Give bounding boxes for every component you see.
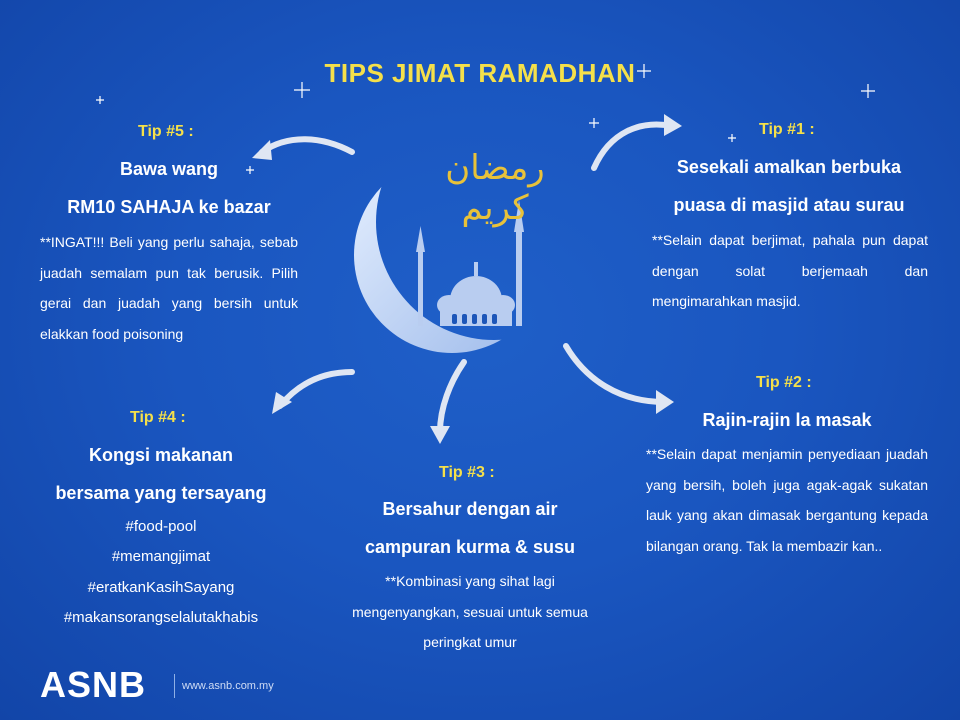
tip1-heading-line2: puasa di masjid atau surau: [673, 195, 905, 215]
tip5-label: Tip #5 :: [138, 123, 194, 140]
tip2-body: **Selain dapat menjamin penyediaan juadah yang bersih, boleh juga agak-agak sukatan lauk yang akan dimasak bergantung kepada bilangan orang. Tak la membazir kan..: [646, 446, 928, 554]
tip3-label: Tip #3 :: [439, 464, 495, 481]
tip3-heading-line1: Bersahur dengan air: [382, 499, 558, 519]
tip1-heading-line1: Sesekali amalkan berbuka: [676, 157, 902, 177]
tip5-heading-line1: Bawa wang: [119, 159, 219, 179]
asnb-logo: ASNB: [40, 664, 147, 705]
tip4-hashtag: #memangjimat: [111, 548, 211, 565]
footer-divider: [174, 674, 175, 698]
tip2-heading-line1: Rajin-rajin la masak: [702, 410, 872, 430]
tip4-heading-line2: bersama yang tersayang: [55, 483, 267, 503]
tip4-hashtag: #food-pool: [125, 518, 197, 535]
tip4-hashtag: #makansorangselalutakhabis: [63, 609, 259, 626]
arrow-to-tip2: [566, 346, 664, 402]
tip3-heading-line2: campuran kurma & susu: [364, 537, 576, 557]
website-link[interactable]: www.asnb.com.my: [182, 680, 274, 692]
page-title: TIPS JIMAT RAMADHAN: [324, 58, 636, 88]
tip1-label: Tip #1 :: [759, 121, 815, 138]
tip4-hashtag: #eratkanKasihSayang: [87, 579, 235, 596]
tip5-heading-line2: RM10 SAHAJA ke bazar: [67, 197, 271, 217]
tip4-label: Tip #4 :: [130, 409, 186, 426]
arrow-to-tip3: [440, 362, 464, 432]
tip2-label: Tip #2 :: [756, 374, 812, 391]
tip4-heading-line1: Kongsi makanan: [88, 445, 234, 465]
ramadan-kareem-calligraphy: رمضان كريم: [445, 148, 545, 228]
tip5-body: **INGAT!!! Beli yang perlu sahaja, sebab juadah semalam pun tak berusik. Pilih gerai dan juadah yang bersih untuk elakkan food poisoning: [40, 234, 298, 342]
arrow-to-tip4: [280, 372, 352, 406]
tip3-body: **Kombinasi yang sihat lagi mengenyangkan, sesuai untuk semua peringkat umur: [352, 573, 588, 650]
tip1-body: **Selain dapat berjimat, pahala pun dapat dengan solat berjemaah dan mengimarahkan masjid.: [652, 232, 928, 309]
